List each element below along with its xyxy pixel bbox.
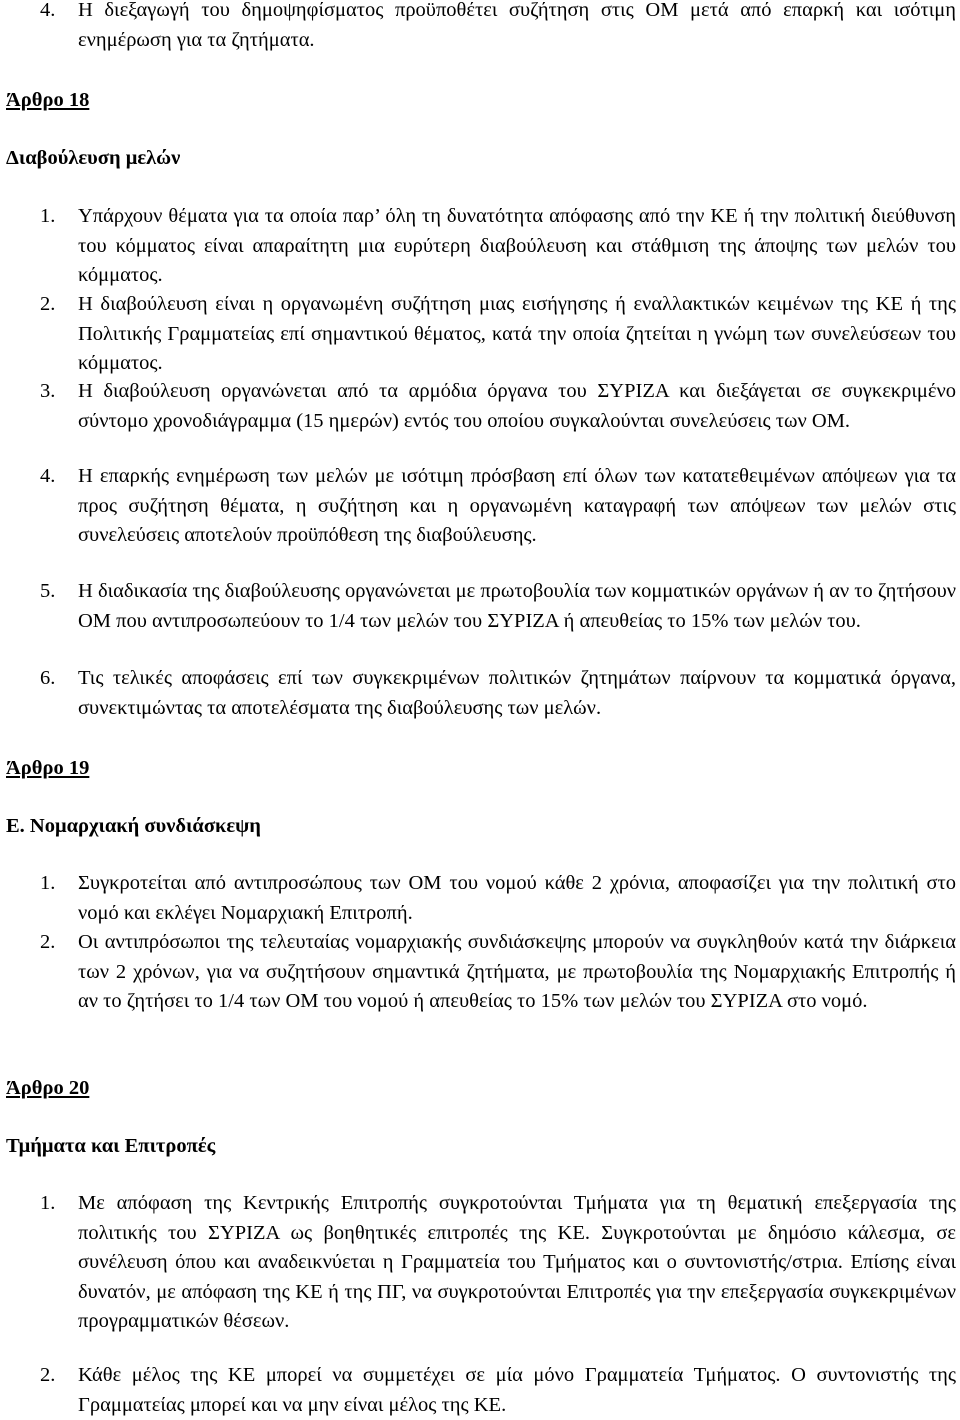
item-text: Η επαρκής ενημέρωση των μελών με ισότιμη πρόσβαση επί όλων των κατατεθειμένων απόψεων για τα προς συζήτηση θέματα, η συζήτηση και η οργανωμένη καταγραφή των απόψεων των μελών στις συνελεύσεις αποτελούν προϋπόθεση της διαβούλευσης.: [78, 465, 956, 546]
list-item: [40, 1189, 956, 1337]
item-text: Η διεξαγωγή του δημοψηφίσματος προϋποθέτει συζήτηση στις ΟΜ μετά από επαρκή και ισότιμη ενημέρωση για τα ζητήματα.: [78, 0, 956, 51]
item-number: 2.: [40, 931, 56, 953]
item-number: 1.: [40, 205, 56, 227]
item-text: Κάθε μέλος της ΚΕ μπορεί να συμμετέχει σε μία μόνο Γραμματεία Τμήματος. Ο συντονιστής της Γραμματείας μπορεί και να μην είναι μέλος της ΚΕ.: [78, 1364, 956, 1416]
list-item: [40, 869, 956, 928]
list-item: [40, 377, 956, 436]
item-number: 2.: [40, 1364, 56, 1386]
article-19-heading: Άρθρο 19: [6, 757, 90, 779]
item-text: Η διαδικασία της διαβούλευσης οργανώνεται με πρωτοβουλία των κομματικών οργάνων ή αν το ζητήσουν ΟΜ που αντιπροσωπεύουν το 1/4 των μελών του ΣΥΡΙΖΑ ή απευθείας το 15% των μελών του.: [78, 580, 956, 632]
list-item: [40, 462, 956, 551]
item-number: 3.: [40, 380, 56, 402]
list-item: [40, 0, 956, 55]
item-text: Τις τελικές αποφάσεις επί των συγκεκριμένων πολιτικών ζητημάτων παίρνουν τα κομματικά όργανα, συνεκτιμώντας τα αποτελέσματα της διαβούλευσης των μελών.: [78, 667, 956, 719]
item-text: Υπάρχουν θέματα για τα οποία παρ’ όλη τη δυνατότητα απόφασης από την ΚΕ ή την πολιτική διεύθυνση του κόμματος είναι απαραίτητη μια ευρύτερη διαβούλευση και στάθμιση της άποψης των μελών του κόμματος.: [78, 205, 956, 286]
article-20-title: Τμήματα και Επιτροπές: [6, 1135, 216, 1157]
item-text: Οι αντιπρόσωποι της τελευταίας νομαρχιακής συνδιάσκεψης μπορούν να συγκληθούν κατά την διάρκεια των 2 χρόνων, για να συζητήσουν σημαντικά ζητήματα, με πρωτοβουλία της Νομαρχιακής Επιτροπής ή αν το ζητήσει το 1/4 των ΟΜ του νομού ή απευθείας το 15% των μελών του ΣΥΡΙΖΑ στο νομό.: [78, 931, 956, 1012]
article-20-heading: Άρθρο 20: [6, 1077, 90, 1099]
item-number: 6.: [40, 667, 56, 689]
item-text: Συγκροτείται από αντιπροσώπους των ΟΜ του νομού κάθε 2 χρόνια, αποφασίζει για την πολιτική στο νομό και εκλέγει Νομαρχιακή Επιτροπή.: [78, 872, 956, 924]
item-number: 2.: [40, 293, 56, 315]
article-18-heading: Άρθρο 18: [6, 89, 90, 111]
article-19-title: Ε. Νομαρχιακή συνδιάσκεψη: [6, 815, 261, 837]
article-18-title: Διαβούλευση μελών: [6, 147, 181, 169]
list-item: [40, 664, 956, 723]
item-number: 4.: [40, 0, 56, 21]
item-text: Η διαβούλευση οργανώνεται από τα αρμόδια όργανα του ΣΥΡΙΖΑ και διεξάγεται σε συγκεκριμένο σύντομο χρονοδιάγραμμα (15 ημερών) εντός του οποίου συγκαλούνται συνελεύσεις των ΟΜ.: [78, 380, 956, 432]
list-item: [40, 577, 956, 636]
item-text: Με απόφαση της Κεντρικής Επιτροπής συγκροτούνται Τμήματα για τη θεματική επεξεργασία της πολιτικής του ΣΥΡΙΖΑ ως βοηθητικές επιτροπές της ΚΕ. Συγκροτούνται με δημόσιο κάλεσμα, σε συνέλευση όπου και αναδεικνύεται η Γραμματεία του Τμήματος και ο συντονιστής/στρια. Επίσης είναι δυνατόν, με απόφαση της ΚΕ ή της ΠΓ, να συγκροτούνται Επιτροπές για την επεξεργασία συγκεκριμένων προγραμματικών θέσεων.: [78, 1192, 956, 1332]
item-text: Η διαβούλευση είναι η οργανωμένη συζήτηση μιας εισήγησης ή εναλλακτικών κειμένων της ΚΕ ή της Πολιτικής Γραμματείας επί σημαντικού θέματος, κατά την οποία ζητείται η γνώμη των συνελεύσεων του κόμματος.: [78, 293, 956, 374]
item-number: 5.: [40, 580, 56, 602]
list-item: [40, 928, 956, 1017]
list-item: [40, 290, 956, 379]
item-number: 1.: [40, 1192, 56, 1214]
list-item: [40, 1361, 956, 1420]
list-item: [40, 202, 956, 291]
item-number: 4.: [40, 465, 56, 487]
item-number: 1.: [40, 872, 56, 894]
